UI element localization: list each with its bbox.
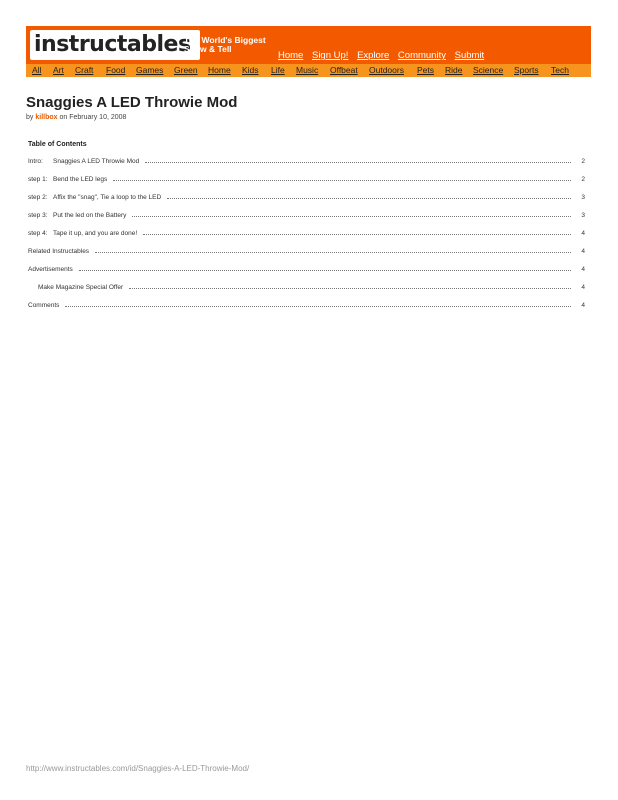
byline-date: on February 10, 2008 (59, 114, 127, 121)
tagline-line-1: The World's Biggest (184, 35, 266, 45)
toc-step-label: step 1: (28, 176, 48, 183)
category-games[interactable]: Games (136, 65, 164, 75)
tagline-line-2: Show & Tell (184, 44, 232, 54)
tagline (184, 36, 266, 54)
nav-submit[interactable]: Submit (454, 50, 485, 61)
toc-step-label: step 2: (28, 194, 48, 201)
category-kids[interactable]: Kids (242, 65, 259, 75)
category-home[interactable]: Home (208, 65, 231, 75)
nav-explore[interactable]: Explore (357, 50, 390, 61)
nav-sign-up[interactable]: Sign Up! (311, 50, 349, 61)
toc-entry-label (28, 157, 139, 167)
toc-leader-dots (79, 264, 571, 271)
banner-header (26, 26, 591, 64)
category-offbeat[interactable]: Offbeat (330, 65, 358, 75)
toc-leader-dots (132, 210, 571, 217)
author-link[interactable]: killbox (35, 114, 58, 121)
toc-page-number: 4 (581, 302, 585, 309)
category-art[interactable]: Art (53, 65, 64, 75)
byline-by: by (26, 114, 34, 121)
toc-leader-dots (113, 174, 571, 181)
category-craft[interactable]: Craft (75, 65, 94, 75)
toc-page-number: 4 (581, 230, 585, 237)
toc-leader-dots (143, 228, 571, 235)
toc-entry-comments[interactable] (28, 300, 585, 312)
toc-step-label: step 4: (28, 230, 48, 237)
toc-page-number: 4 (581, 284, 585, 291)
toc-page-number: 3 (581, 212, 585, 219)
category-all[interactable]: All (32, 65, 42, 75)
top-nav (278, 50, 490, 61)
logo[interactable] (30, 30, 200, 60)
toc-page-number: 4 (581, 266, 585, 273)
category-bar (26, 64, 591, 77)
toc-entry-label (28, 211, 126, 221)
toc-entry-make-magazine[interactable] (28, 282, 585, 294)
site-banner (26, 26, 591, 77)
category-music[interactable]: Music (296, 65, 319, 75)
toc-entry-title: Affix the "snag", Tie a loop to the LED (53, 194, 162, 201)
nav-home[interactable]: Home (278, 50, 304, 61)
category-outdoors[interactable]: Outdoors (369, 65, 404, 75)
logo-text: instructables (34, 32, 191, 57)
toc-entry-intro[interactable] (28, 156, 585, 168)
toc-entry-step-3[interactable] (28, 210, 585, 222)
toc-entry-label (28, 175, 107, 185)
toc-entry-label (28, 193, 161, 203)
toc-entry-title: Bend the LED legs (53, 176, 108, 183)
toc-entry-title: Related Instructables (28, 248, 90, 255)
nav-community[interactable]: Community (397, 50, 446, 61)
toc-leader-dots (145, 156, 571, 163)
toc-entry-title: Tape it up, and you are done! (53, 230, 138, 237)
category-food[interactable]: Food (106, 65, 126, 75)
category-sports[interactable]: Sports (514, 65, 539, 75)
toc-entry-label (28, 229, 137, 239)
toc-leader-dots (95, 246, 571, 253)
byline (26, 114, 126, 121)
footer-url[interactable]: http://www.instructables.com/id/Snaggies-A-LED-Throwie-Mod/ (26, 764, 250, 773)
toc-entry-title: Advertisements (28, 266, 73, 273)
toc-entry-step-4[interactable] (28, 228, 585, 240)
toc-entry-advertisements[interactable] (28, 264, 585, 276)
toc-step-label: Intro: (28, 158, 43, 165)
toc-page-number: 3 (581, 194, 585, 201)
toc-leader-dots (65, 300, 571, 307)
category-pets[interactable]: Pets (417, 65, 435, 75)
toc-heading: Table of Contents (28, 141, 87, 148)
category-ride[interactable]: Ride (445, 65, 463, 75)
toc-page-number: 2 (581, 158, 585, 165)
category-green[interactable]: Green (174, 65, 198, 75)
toc-leader-dots (167, 192, 571, 199)
toc-page-number: 2 (581, 176, 585, 183)
toc-entry-title: Make Magazine Special Offer (38, 284, 124, 291)
category-science[interactable]: Science (473, 65, 504, 75)
page-title: Snaggies A LED Throwie Mod (26, 94, 238, 111)
toc-entry-step-1[interactable] (28, 174, 585, 186)
toc-entry-title: Snaggies A LED Throwie Mod (53, 158, 140, 165)
toc-step-label: step 3: (28, 212, 48, 219)
toc-entry-title: Comments (28, 302, 60, 309)
toc-page-number: 4 (581, 248, 585, 255)
category-tech[interactable]: Tech (551, 65, 569, 75)
category-life[interactable]: Life (271, 65, 285, 75)
toc-entry-related[interactable] (28, 246, 585, 258)
toc-entry-step-2[interactable] (28, 192, 585, 204)
toc-entry-title: Put the led on the Battery (53, 212, 127, 219)
toc-leader-dots (129, 282, 571, 289)
